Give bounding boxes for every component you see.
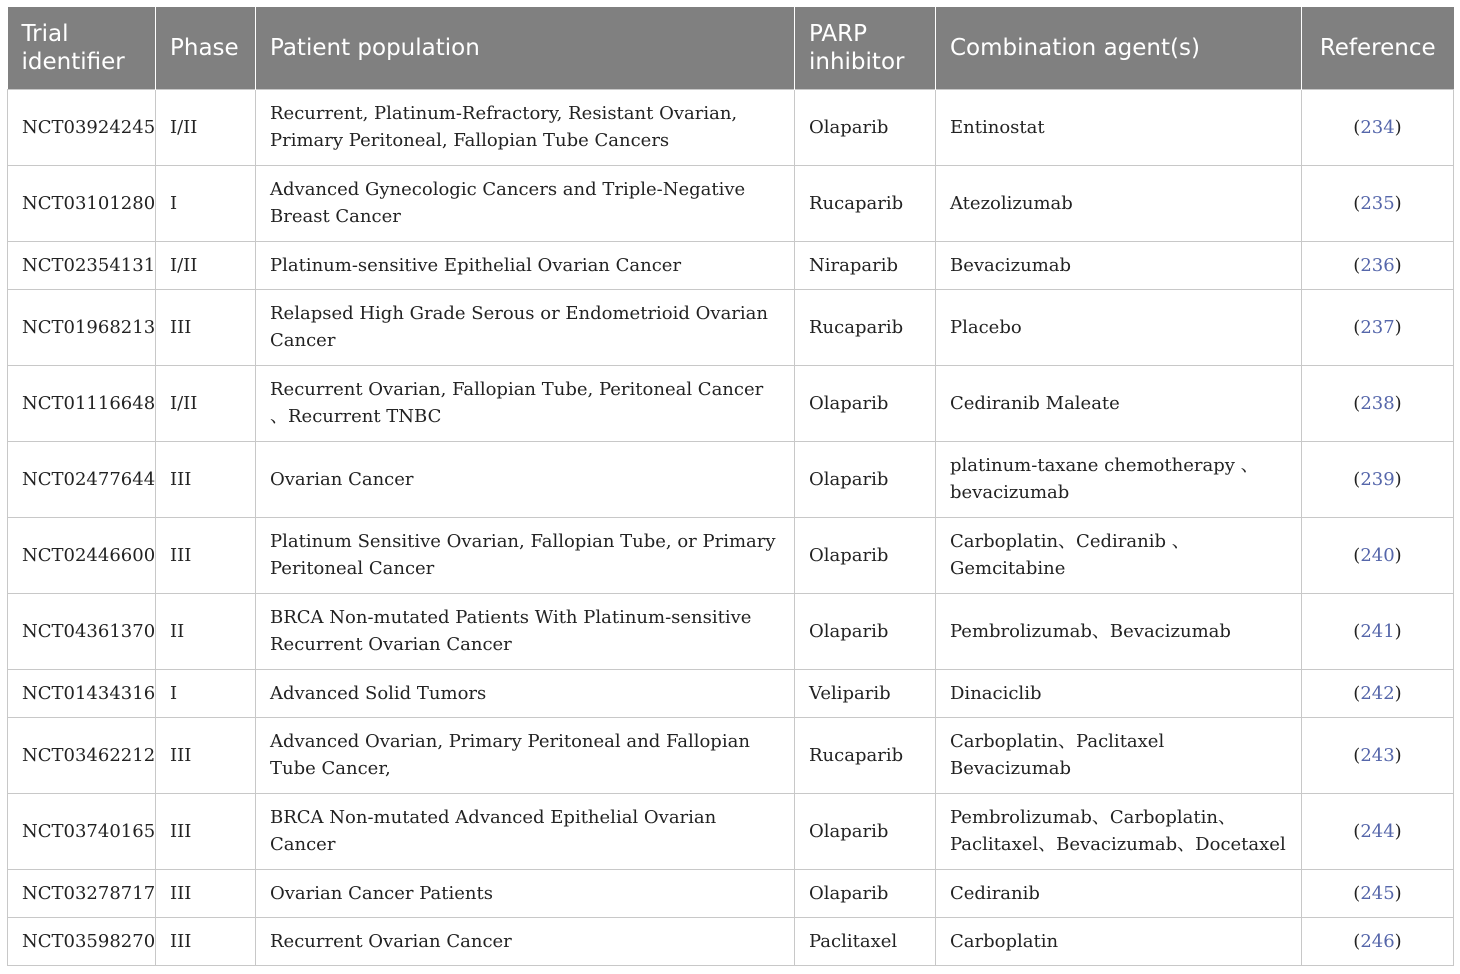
cell-combination-agents: Pembrolizumab、Carboplatin、Paclitaxel、Bevacizumab、Docetaxel xyxy=(936,793,1302,869)
table-row xyxy=(8,917,1454,965)
cell-patient-population: Recurrent, Platinum-Refractory, Resistant Ovarian, Primary Peritoneal, Fallopian Tube Cancers xyxy=(256,89,795,165)
cell-patient-population: Platinum Sensitive Ovarian, Fallopian Tube, or Primary Peritoneal Cancer xyxy=(256,517,795,593)
cell-phase: III xyxy=(156,289,256,365)
cell-patient-population: Ovarian Cancer xyxy=(256,441,795,517)
header-reference: Reference xyxy=(1302,7,1454,89)
cell-patient-population: Advanced Gynecologic Cancers and Triple-Negative Breast Cancer xyxy=(256,165,795,241)
reference-link[interactable]: 234 xyxy=(1360,116,1395,138)
cell-parp-inhibitor: Olaparib xyxy=(795,869,936,917)
cell-phase: I/II xyxy=(156,365,256,441)
header-patient-population: Patient population xyxy=(256,7,795,89)
cell-parp-inhibitor: Olaparib xyxy=(795,365,936,441)
reference-link[interactable]: 240 xyxy=(1360,544,1395,566)
cell-trial-identifier: NCT01968213 xyxy=(8,289,156,365)
table-row xyxy=(8,289,1454,365)
table-row xyxy=(8,869,1454,917)
cell-parp-inhibitor: Veliparib xyxy=(795,669,936,717)
cell-patient-population: Recurrent Ovarian Cancer xyxy=(256,917,795,965)
reference-link[interactable]: 235 xyxy=(1360,192,1395,214)
cell-patient-population: Platinum-sensitive Epithelial Ovarian Cancer xyxy=(256,241,795,289)
cell-trial-identifier: NCT02477644 xyxy=(8,441,156,517)
cell-phase: III xyxy=(156,517,256,593)
table-row xyxy=(8,793,1454,869)
cell-parp-inhibitor: Olaparib xyxy=(795,593,936,669)
table-row xyxy=(8,365,1454,441)
cell-trial-identifier: NCT02354131 xyxy=(8,241,156,289)
reference-link[interactable]: 242 xyxy=(1360,682,1395,704)
cell-parp-inhibitor: Rucaparib xyxy=(795,717,936,793)
cell-phase: I xyxy=(156,165,256,241)
trials-table-container xyxy=(7,7,1453,966)
cell-reference: (243) xyxy=(1302,717,1454,793)
cell-reference: (246) xyxy=(1302,917,1454,965)
reference-link[interactable]: 238 xyxy=(1360,392,1395,414)
table-row xyxy=(8,593,1454,669)
cell-combination-agents: Cediranib xyxy=(936,869,1302,917)
cell-trial-identifier: NCT04361370 xyxy=(8,593,156,669)
cell-reference: (242) xyxy=(1302,669,1454,717)
cell-combination-agents: Carboplatin xyxy=(936,917,1302,965)
cell-patient-population: Relapsed High Grade Serous or Endometrioid Ovarian Cancer xyxy=(256,289,795,365)
cell-combination-agents: Pembrolizumab、Bevacizumab xyxy=(936,593,1302,669)
cell-reference: (237) xyxy=(1302,289,1454,365)
cell-parp-inhibitor: Olaparib xyxy=(795,517,936,593)
cell-reference: (239) xyxy=(1302,441,1454,517)
cell-parp-inhibitor: Rucaparib xyxy=(795,165,936,241)
header-combination-agents: Combination agent(s) xyxy=(936,7,1302,89)
cell-phase: II xyxy=(156,593,256,669)
cell-patient-population: BRCA Non-mutated Advanced Epithelial Ovarian Cancer xyxy=(256,793,795,869)
reference-link[interactable]: 236 xyxy=(1360,254,1395,276)
table-row xyxy=(8,241,1454,289)
cell-patient-population: Advanced Solid Tumors xyxy=(256,669,795,717)
cell-trial-identifier: NCT03740165 xyxy=(8,793,156,869)
cell-combination-agents: Atezolizumab xyxy=(936,165,1302,241)
cell-combination-agents: Entinostat xyxy=(936,89,1302,165)
cell-phase: III xyxy=(156,793,256,869)
reference-link[interactable]: 243 xyxy=(1360,744,1395,766)
reference-link[interactable]: 239 xyxy=(1360,468,1395,490)
cell-parp-inhibitor: Paclitaxel xyxy=(795,917,936,965)
table-row xyxy=(8,669,1454,717)
cell-reference: (245) xyxy=(1302,869,1454,917)
cell-reference: (236) xyxy=(1302,241,1454,289)
cell-phase: III xyxy=(156,869,256,917)
table-row xyxy=(8,89,1454,165)
reference-link[interactable]: 245 xyxy=(1360,882,1395,904)
cell-combination-agents: Carboplatin、Cediranib 、Gemcitabine xyxy=(936,517,1302,593)
cell-patient-population: Recurrent Ovarian, Fallopian Tube, Peritoneal Cancer 、Recurrent TNBC xyxy=(256,365,795,441)
cell-phase: III xyxy=(156,441,256,517)
cell-reference: (234) xyxy=(1302,89,1454,165)
cell-combination-agents: Dinaciclib xyxy=(936,669,1302,717)
cell-phase: III xyxy=(156,917,256,965)
trials-table xyxy=(7,7,1454,966)
cell-phase: III xyxy=(156,717,256,793)
header-parp-inhibitor: PARP inhibitor xyxy=(795,7,936,89)
reference-link[interactable]: 244 xyxy=(1360,820,1395,842)
table-row xyxy=(8,165,1454,241)
cell-trial-identifier: NCT03278717 xyxy=(8,869,156,917)
reference-link[interactable]: 237 xyxy=(1360,316,1395,338)
cell-phase: I/II xyxy=(156,241,256,289)
cell-reference: (244) xyxy=(1302,793,1454,869)
cell-patient-population: BRCA Non-mutated Patients With Platinum-sensitive Recurrent Ovarian Cancer xyxy=(256,593,795,669)
header-phase: Phase xyxy=(156,7,256,89)
cell-reference: (240) xyxy=(1302,517,1454,593)
cell-combination-agents: Placebo xyxy=(936,289,1302,365)
cell-phase: I/II xyxy=(156,89,256,165)
cell-trial-identifier: NCT03598270 xyxy=(8,917,156,965)
cell-trial-identifier: NCT03101280 xyxy=(8,165,156,241)
table-row xyxy=(8,517,1454,593)
table-row xyxy=(8,441,1454,517)
cell-trial-identifier: NCT01116648 xyxy=(8,365,156,441)
reference-link[interactable]: 246 xyxy=(1360,930,1395,952)
table-body xyxy=(8,89,1454,965)
cell-phase: I xyxy=(156,669,256,717)
cell-trial-identifier: NCT03924245 xyxy=(8,89,156,165)
cell-trial-identifier: NCT01434316 xyxy=(8,669,156,717)
cell-parp-inhibitor: Olaparib xyxy=(795,89,936,165)
cell-patient-population: Ovarian Cancer Patients xyxy=(256,869,795,917)
cell-reference: (235) xyxy=(1302,165,1454,241)
cell-parp-inhibitor: Olaparib xyxy=(795,441,936,517)
cell-combination-agents: Bevacizumab xyxy=(936,241,1302,289)
cell-parp-inhibitor: Rucaparib xyxy=(795,289,936,365)
cell-combination-agents: Carboplatin、Paclitaxel Bevacizumab xyxy=(936,717,1302,793)
header-row xyxy=(8,7,1454,89)
cell-reference: (238) xyxy=(1302,365,1454,441)
reference-link[interactable]: 241 xyxy=(1360,620,1395,642)
cell-parp-inhibitor: Niraparib xyxy=(795,241,936,289)
table-row xyxy=(8,717,1454,793)
header-trial-identifier: Trial identifier xyxy=(8,7,156,89)
table-header xyxy=(8,7,1454,89)
cell-reference: (241) xyxy=(1302,593,1454,669)
cell-combination-agents: platinum-taxane chemotherapy 、bevacizumab xyxy=(936,441,1302,517)
cell-combination-agents: Cediranib Maleate xyxy=(936,365,1302,441)
cell-parp-inhibitor: Olaparib xyxy=(795,793,936,869)
cell-patient-population: Advanced Ovarian, Primary Peritoneal and Fallopian Tube Cancer, xyxy=(256,717,795,793)
cell-trial-identifier: NCT02446600 xyxy=(8,517,156,593)
cell-trial-identifier: NCT03462212 xyxy=(8,717,156,793)
